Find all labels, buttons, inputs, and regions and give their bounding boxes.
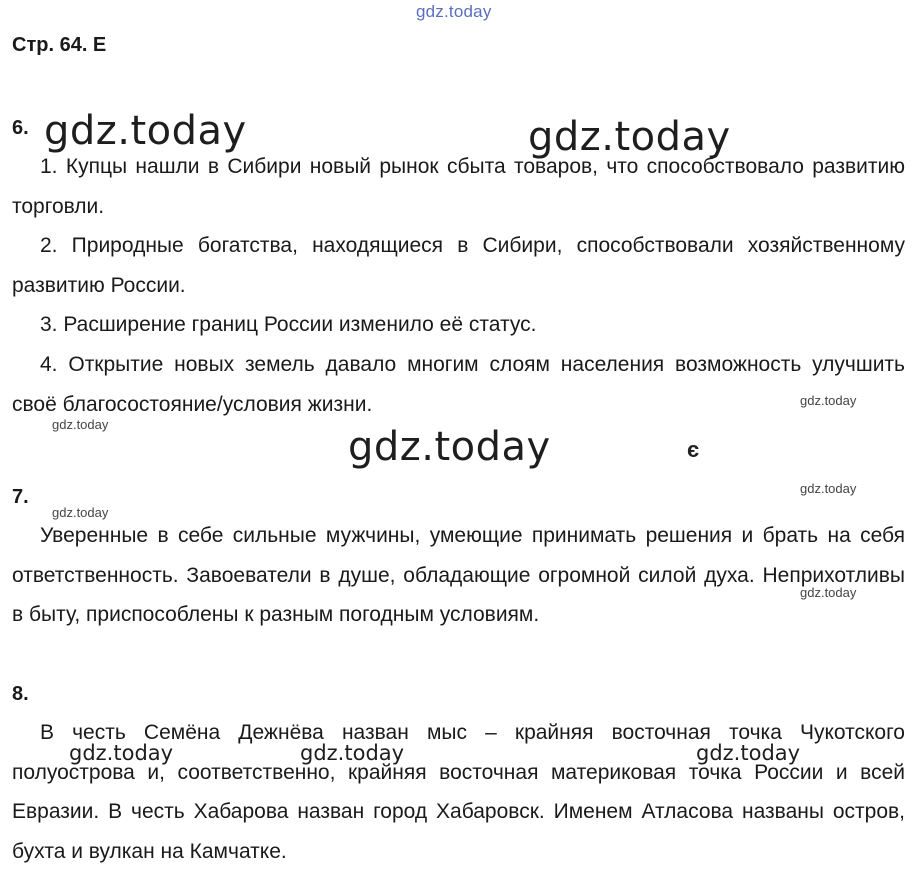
watermark-small: gdz.today <box>800 481 857 496</box>
task-6-item-4: 4. Открытие новых земель давало многим слоям населения возможность улучшить своё благосостояние/условия жизни. <box>12 353 905 416</box>
watermark-large: gdz.today <box>528 114 731 160</box>
watermark-small: gdz.today <box>800 393 857 408</box>
task-8-text: В честь Семёна Дежнёва назван мыс – крайняя восточная точка Чукотского полуострова и, соответственно, крайняя восточная материковая точка России и всей Евразии. В честь Хабарова назван город Хабаровск. Именем Атласова названы остров, бухта и вулкан на Камчатке. <box>12 721 905 863</box>
watermark-small: gdz.today <box>52 505 109 520</box>
task-6-number: 6. <box>12 117 29 139</box>
task-6-item-2: 2. Природные богатства, находящиеся в Сибири, способствовали хозяйственному развитию России. <box>12 234 905 297</box>
watermark-medium: gdz.today <box>300 741 405 765</box>
page-title: Стр. 64. Е <box>12 34 107 56</box>
watermark-large: gdz.today <box>348 424 551 470</box>
task-8-number: 8. <box>12 683 29 705</box>
watermark-small: gdz.today <box>800 585 857 600</box>
task-6-item-1: 1. Купцы нашли в Сибири новый рынок сбыта товаров, что способствовало развитию торговли. <box>12 155 905 218</box>
task-6-item-3: 3. Расширение границ России изменило её статус. <box>40 313 537 336</box>
watermark-large: gdz.today <box>44 108 247 154</box>
task-7-text: Уверенные в себе сильные мужчины, умеющие принимать решения и брать на себя ответственность. Завоеватели в душе, обладающие огромной силой духа. Неприхотливы в быту, приспособлены к разным погодным условиям. <box>12 524 905 626</box>
top-watermark: gdz.today <box>416 2 492 21</box>
stray-glyph: є <box>687 437 700 462</box>
watermark-small: gdz.today <box>52 417 109 432</box>
watermark-medium: gdz.today <box>69 741 174 765</box>
task-7-number: 7. <box>12 486 29 508</box>
watermark-medium: gdz.today <box>696 741 801 765</box>
